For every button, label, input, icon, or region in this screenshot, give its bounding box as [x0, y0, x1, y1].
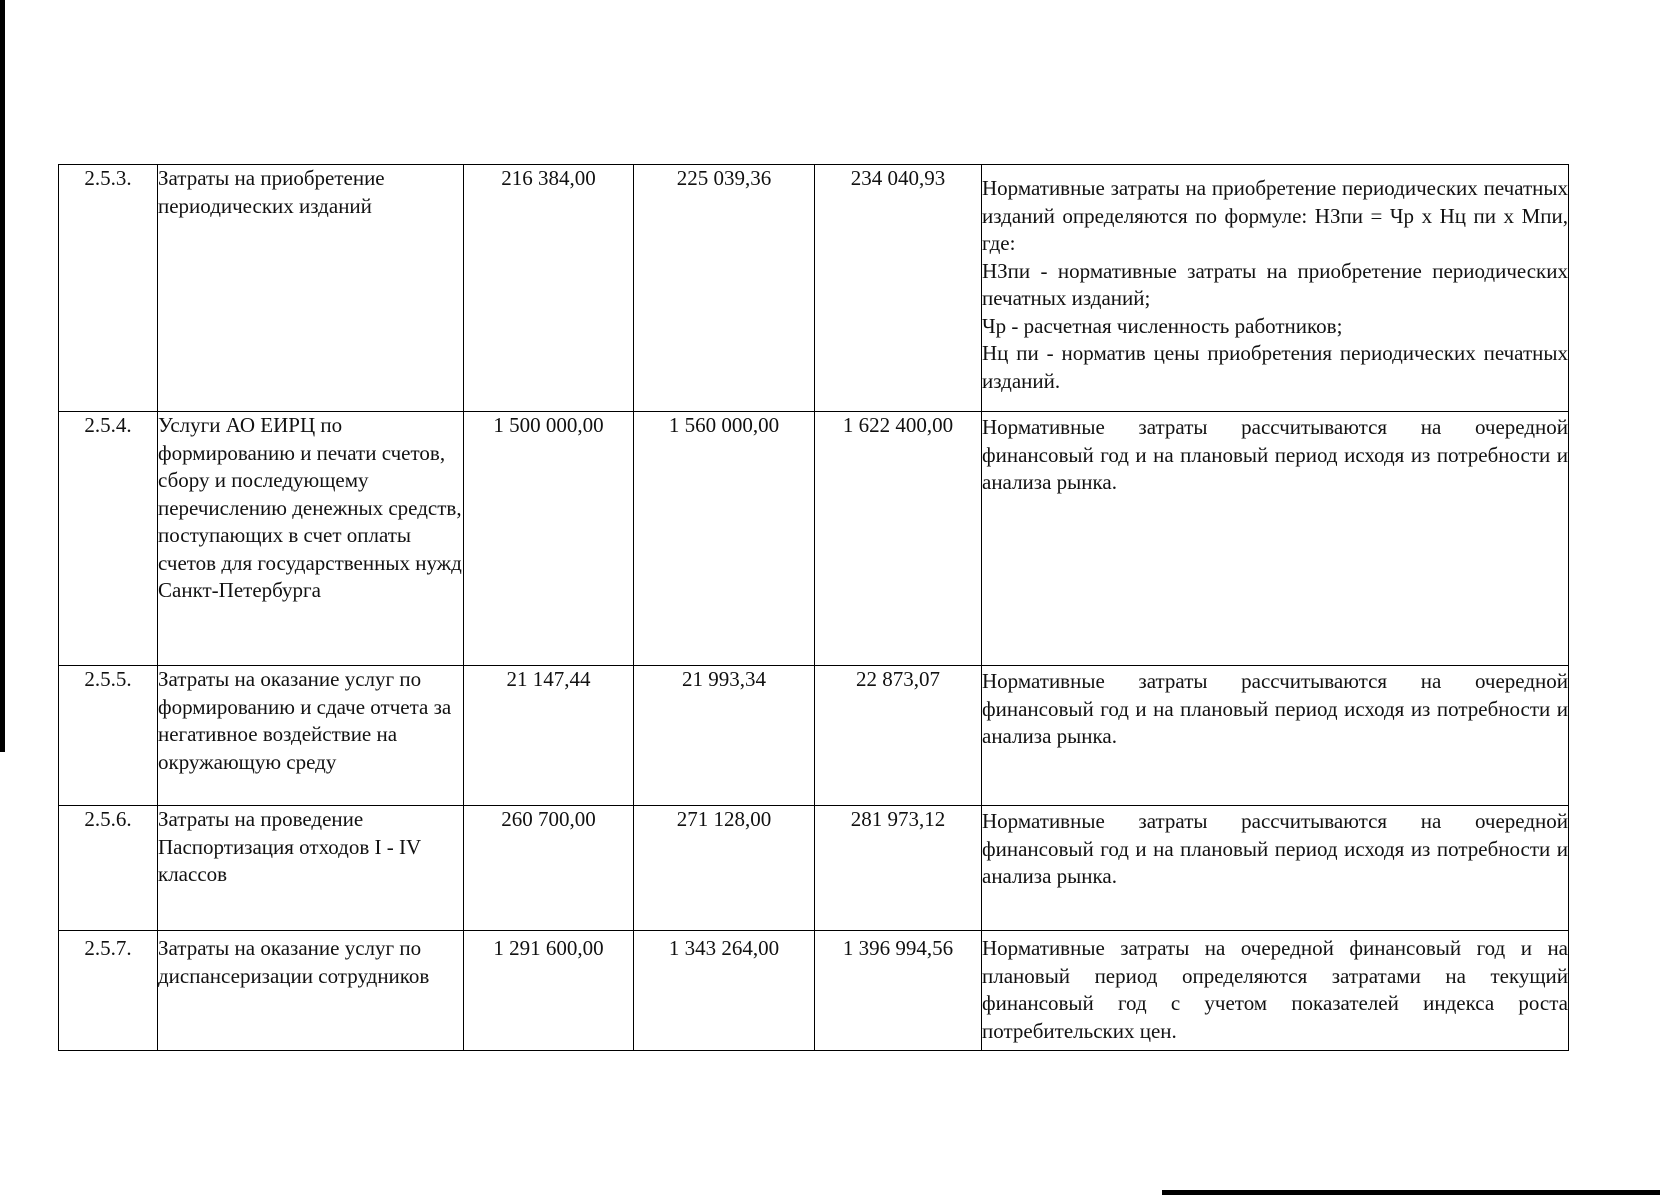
value-year-2: 1 560 000,00: [634, 412, 815, 666]
formula-term-chr: Чр - расчетная численность работников;: [982, 313, 1343, 338]
table-row: [59, 931, 1569, 1051]
value-year-3: 234 040,93: [815, 165, 982, 412]
calculation-description: Нормативные затраты рассчитываются на очередной финансовый год и на плановый период исходя из потребности и анализа рынка.: [982, 666, 1569, 806]
row-number: 2.5.3.: [59, 165, 158, 412]
value-year-1: 260 700,00: [464, 806, 634, 931]
value-year-1: 1 500 000,00: [464, 412, 634, 666]
cost-norms-table: [58, 164, 1569, 1051]
value-year-3: 281 973,12: [815, 806, 982, 931]
scan-bottom-edge-mark: [1162, 1190, 1660, 1195]
table-row: [59, 165, 1569, 412]
value-year-1: 216 384,00: [464, 165, 634, 412]
calculation-description: Нормативные затраты рассчитываются на очередной финансовый год и на плановый период исходя из потребности и анализа рынка.: [982, 412, 1569, 666]
row-number: 2.5.4.: [59, 412, 158, 666]
table-row: [59, 666, 1569, 806]
cost-item-name: Затраты на приобретение периодических изданий: [158, 165, 464, 412]
value-year-3: 1 396 994,56: [815, 931, 982, 1051]
cost-item-name: Услуги АО ЕИРЦ по формированию и печати счетов, сбору и последующему перечислению денежных средств, поступающих в счет оплаты счетов для государственных нужд Санкт-Петербурга: [158, 412, 464, 666]
value-year-2: 271 128,00: [634, 806, 815, 931]
calculation-description: [982, 165, 1569, 412]
cost-item-name: Затраты на проведение Паспортизация отходов I - IV классов: [158, 806, 464, 931]
calculation-description: Нормативные затраты рассчитываются на очередной финансовый год и на плановый период исходя из потребности и анализа рынка.: [982, 806, 1569, 931]
formula-term-nzpi: НЗпи - нормативные затраты на приобретение периодических печатных изданий;: [982, 258, 1568, 310]
value-year-3: 1 622 400,00: [815, 412, 982, 666]
value-year-2: 21 993,34: [634, 666, 815, 806]
scan-left-edge-mark: [0, 0, 5, 752]
row-number: 2.5.7.: [59, 931, 158, 1051]
value-year-1: 21 147,44: [464, 666, 634, 806]
row-number: 2.5.6.: [59, 806, 158, 931]
value-year-2: 225 039,36: [634, 165, 815, 412]
table-row: [59, 412, 1569, 666]
cost-item-name: Затраты на оказание услуг по формированию и сдаче отчета за негативное воздействие на окружающую среду: [158, 666, 464, 806]
cost-item-name: Затраты на оказание услуг по диспансеризации сотрудников: [158, 931, 464, 1051]
table-row: [59, 806, 1569, 931]
value-year-2: 1 343 264,00: [634, 931, 815, 1051]
value-year-1: 1 291 600,00: [464, 931, 634, 1051]
row-number: 2.5.5.: [59, 666, 158, 806]
formula-text: Нормативные затраты на приобретение периодических печатных изданий определяются по формуле: НЗпи = Чр х Нц пи х Мпи, где:: [982, 176, 1568, 255]
formula-term-nc: Нц пи - норматив цены приобретения периодических печатных изданий.: [982, 341, 1568, 393]
value-year-3: 22 873,07: [815, 666, 982, 806]
calculation-description: Нормативные затраты на очередной финансовый год и на плановый период определяются затратами на текущий финансовый год с учетом показателей индекса роста потребительских цен.: [982, 931, 1569, 1051]
